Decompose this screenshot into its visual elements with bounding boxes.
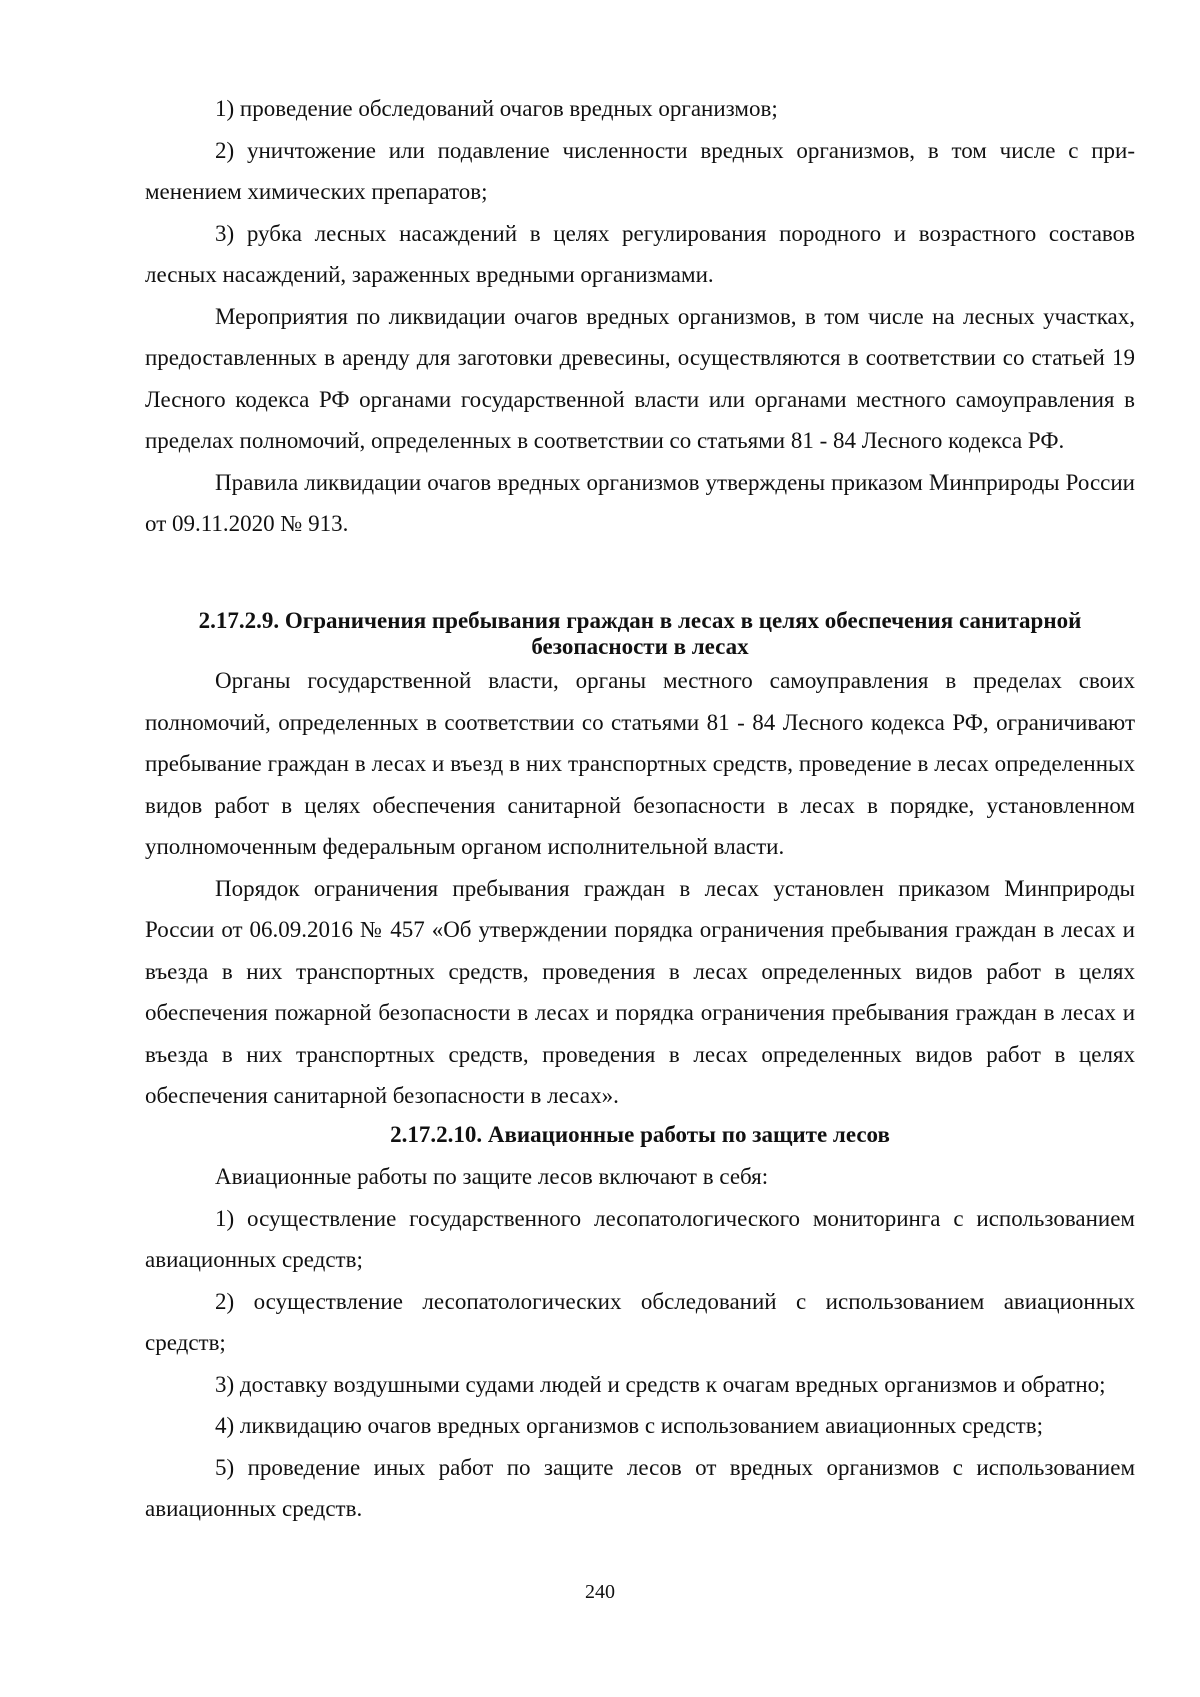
- paragraph: 2) осуществление лесопатологических обследований с использованием авиационных средств;: [145, 1288, 1135, 1355]
- paragraph: 4) ликвидацию очагов вредных организмов с использованием авиационных средств;: [215, 1413, 1043, 1438]
- paragraph: 2) уничтожение или подавление численности вредных организмов, в том числе с применением химических препаратов;: [145, 137, 1135, 204]
- heading-line: 2.17.2.9. Ограничения пребывания граждан в лесах в целях обеспечения санитарной: [198, 608, 1082, 633]
- page-number: 240: [585, 1581, 615, 1603]
- section-heading-2-17-2-9: [145, 608, 1135, 660]
- section-heading-2-17-2-10: [145, 1115, 1135, 1155]
- paragraph: Мероприятия по ликвидации очагов вредных организмов, в том числе на лесных участках, предоставленных в аренду для заготовки древесины, осуществляются в соответствии со статьей 19 Лесного кодекса РФ органами государственной власти или органами местного самоуправления в пределах полномочий, определенных в соответствии со статьями 81 - 84 Лесного кодекса РФ.: [145, 303, 1135, 453]
- paragraph: 1) проведение обследований очагов вредных организмов;: [215, 96, 778, 121]
- paragraph: Порядок ограничения пребывания граждан в лесах установлен приказом Минприроды России от 06.09.2016 № 457 «Об утверждении порядка ограничения пребывания граждан в лесах и въезда в них транспортных средств, проведения в лесах определенных видов работ в целях обеспечения пожарной безопасности в лесах и порядка ограничения пребывания граждан в лесах и въезда в них транспортных средств, проведения в лесах определенных видов работ в целях обеспечения санитарной безопасности в лесах».: [145, 875, 1135, 1108]
- paragraph: 3) рубка лесных насаждений в целях регулирования породного и возрастного составов лесных насаждений, зараженных вредными организмами.: [145, 220, 1135, 287]
- paragraph: 1) осуществление государственного лесопатологического мониторинга с использованием авиационных средств;: [145, 1205, 1135, 1272]
- paragraph: Органы государственной власти, органы местного самоуправления в пределах своих полномочий, определенных в соответствии со статьями 81 - 84 Лесного кодекса РФ, ограничивают пребывание граждан в лесах и въезд в них транспортных средств, проведение в лесах определенных видов работ в целях обеспечения санитарной безопасности в лесах в порядке, установленном уполномоченным федеральным органом исполнительной власти.: [145, 668, 1135, 859]
- text-section-middle: [145, 660, 1135, 1117]
- paragraph: 5) проведение иных работ по защите лесов от вредных организмов с использованием авиационных средств.: [145, 1454, 1135, 1521]
- text-section-top: [145, 88, 1135, 545]
- heading-line: 2.17.2.10. Авиационные работы по защите лесов: [390, 1122, 890, 1147]
- heading-line: безопасности в лесах: [531, 634, 749, 659]
- paragraph: Авиационные работы по защите лесов включают в себя:: [215, 1164, 769, 1189]
- paragraph: Правила ликвидации очагов вредных организмов утверждены приказом Минприроды России от 09.11.2020 № 913.: [145, 469, 1135, 536]
- text-section-bottom: [145, 1156, 1135, 1530]
- paragraph: 3) доставку воздушными судами людей и средств к очагам вредных организмов и обратно;: [215, 1371, 1106, 1397]
